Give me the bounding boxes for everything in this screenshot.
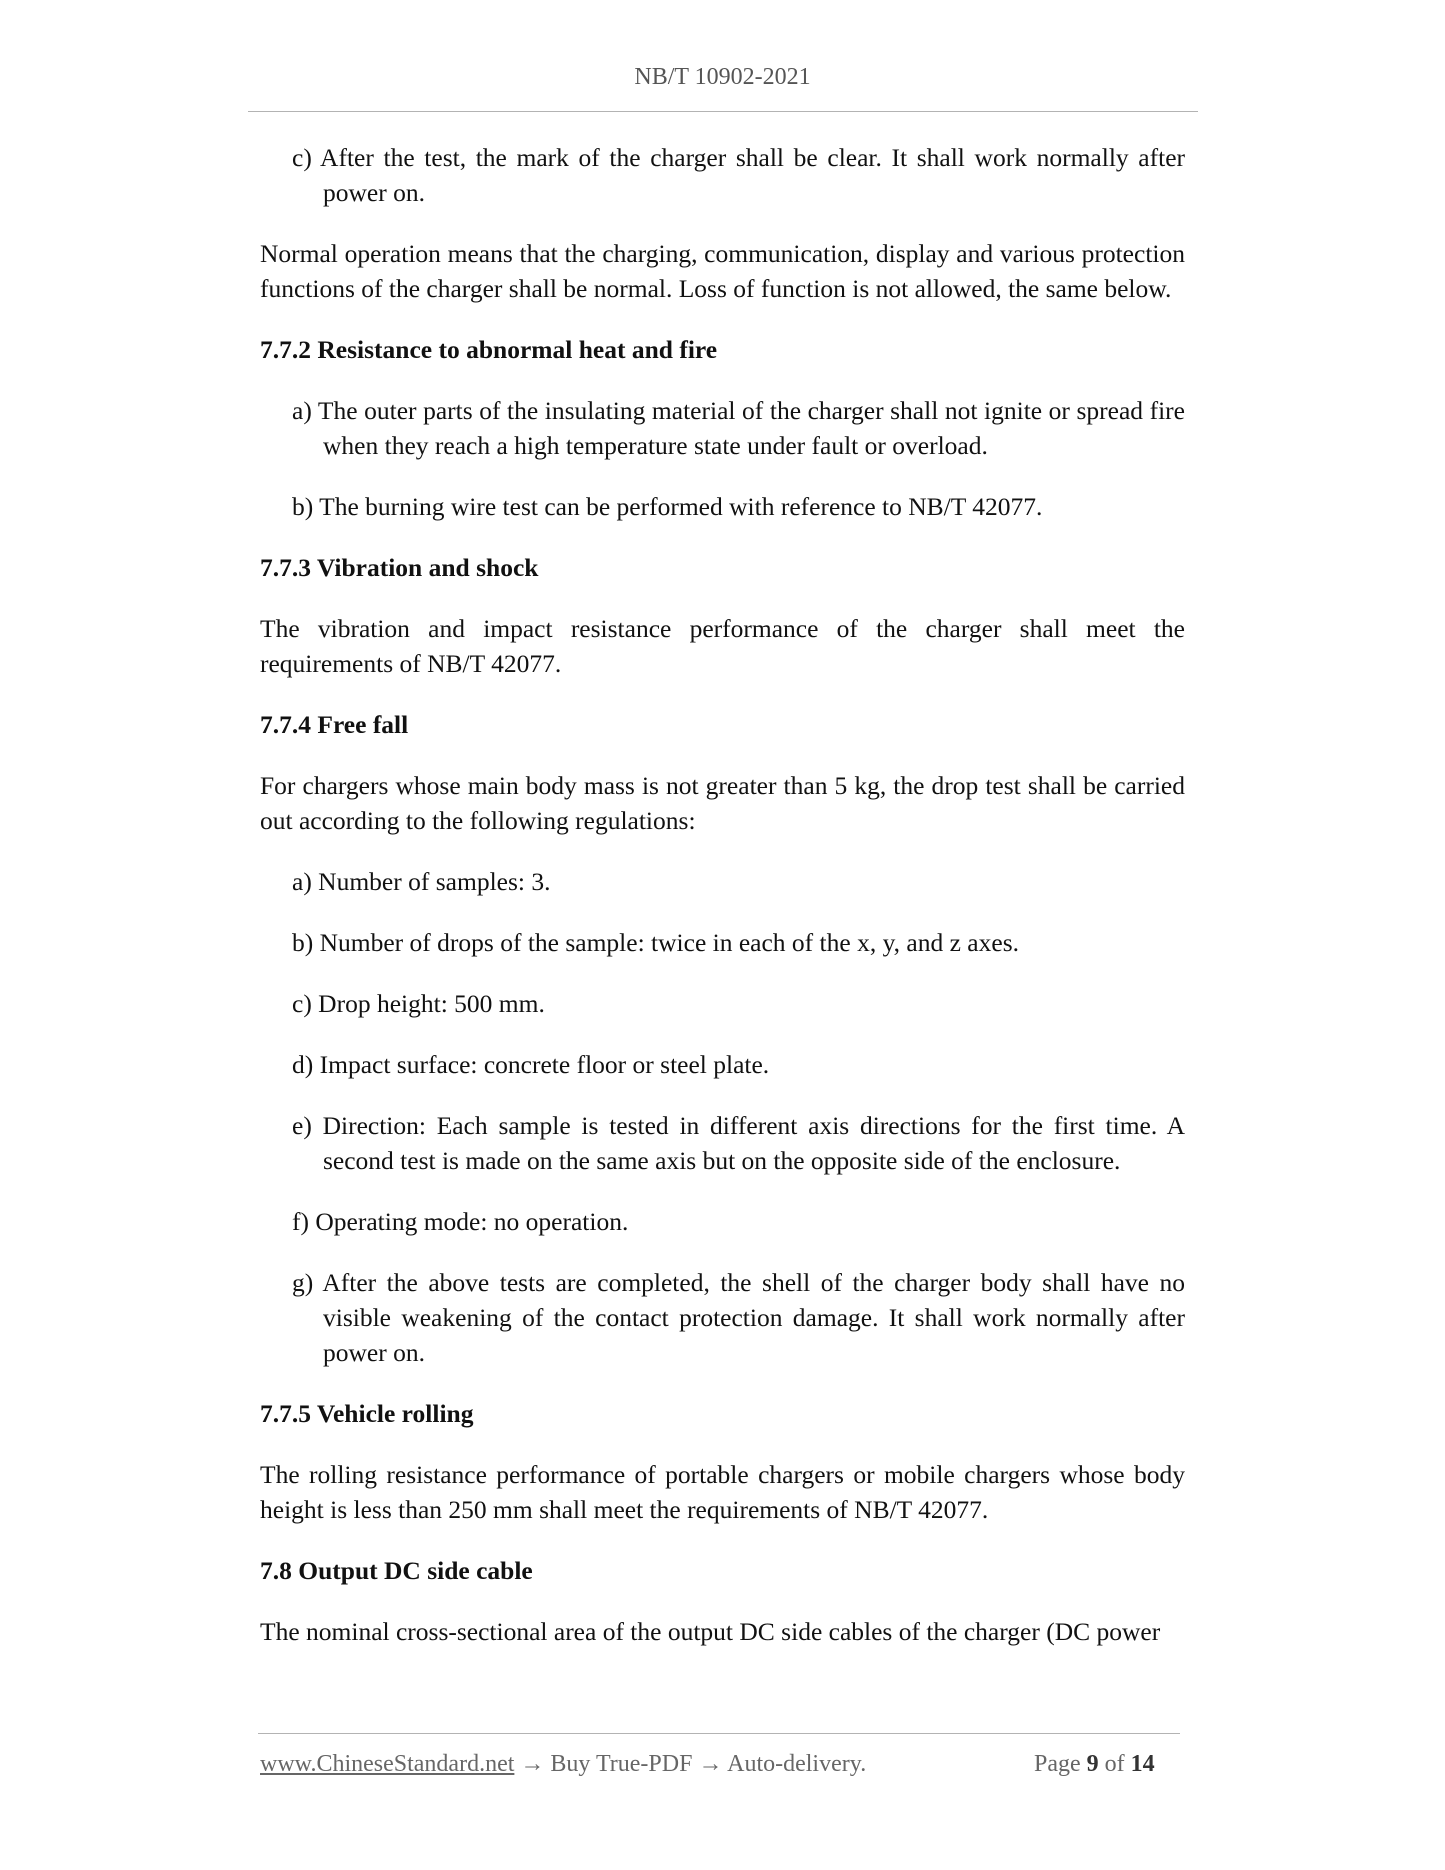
header-divider [248,111,1198,112]
page-indicator [1034,1751,1155,1778]
list-item: d) Impact surface: concrete floor or steel plate. [292,1050,770,1079]
footer-promo-text: → Buy True-PDF → Auto-delivery. [514,1751,867,1777]
section-heading: 7.7.5 Vehicle rolling [260,1399,474,1428]
paragraph: The vibration and impact resistance performance of the charger shall meet the requirements of NB/T 42077. [260,614,1185,678]
list-item: e) Direction: Each sample is tested in different axis directions for the first time. A second test is made on the same axis but on the opposite side of the enclosure. [292,1111,1185,1175]
footer-divider [258,1733,1180,1734]
paragraph: For chargers whose main body mass is not greater than 5 kg, the drop test shall be carried out according to the following regulations: [260,771,1185,835]
section-heading: 7.8 Output DC side cable [260,1556,533,1585]
paragraph: The rolling resistance performance of portable chargers or mobile chargers whose body height is less than 250 mm shall meet the requirements of NB/T 42077. [260,1460,1185,1524]
list-item: f) Operating mode: no operation. [292,1207,629,1236]
website-link[interactable]: www.ChineseStandard.net [260,1751,515,1777]
list-item: a) The outer parts of the insulating material of the charger shall not ignite or spread fire when they reach a high temperature state under fault or overload. [292,396,1185,460]
list-item: b) Number of drops of the sample: twice in each of the x, y, and z axes. [292,928,1019,957]
page-body [260,140,1185,1675]
list-item: c) After the test, the mark of the charger shall be clear. It shall work normally after power on. [292,143,1185,207]
list-item: a) Number of samples: 3. [292,867,551,896]
list-item: g) After the above tests are completed, the shell of the charger body shall have no visible weakening of the contact protection damage. It shall work normally after power on. [292,1268,1185,1367]
page-total: 14 [1130,1751,1155,1777]
of-label: of [1104,1751,1125,1777]
paragraph: Normal operation means that the charging, communication, display and various protection functions of the charger shall be normal. Loss of function is not allowed, the same below. [260,239,1185,303]
list-item: b) The burning wire test can be performed with reference to NB/T 42077. [292,492,1043,521]
section-heading: 7.7.4 Free fall [260,710,409,739]
section-heading: 7.7.3 Vibration and shock [260,553,539,582]
list-item: c) Drop height: 500 mm. [292,989,545,1018]
page-current: 9 [1086,1751,1099,1777]
page-label: Page [1034,1751,1081,1777]
section-heading: 7.7.2 Resistance to abnormal heat and fire [260,335,718,364]
paragraph: The nominal cross-sectional area of the output DC side cables of the charger (DC power [260,1617,1161,1646]
document-code: NB/T 10902-2021 [634,64,811,90]
footer-promo [260,1751,866,1778]
